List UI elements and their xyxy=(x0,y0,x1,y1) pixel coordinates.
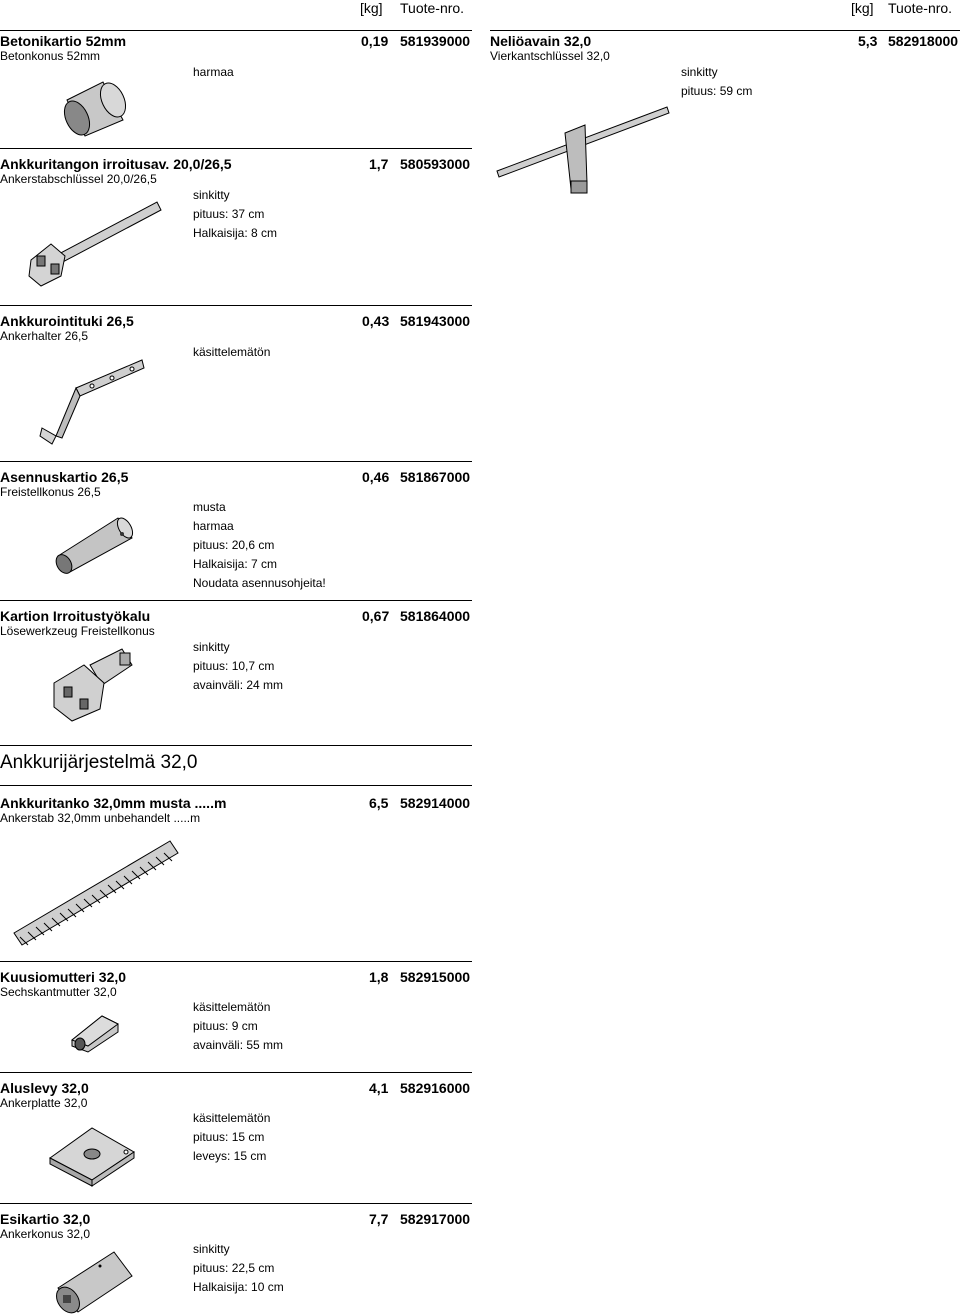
anchor-holder-illustration xyxy=(38,358,148,446)
divider xyxy=(0,461,472,462)
note-line: harmaa xyxy=(193,65,234,79)
product-weight: 4,1 xyxy=(369,1080,389,1096)
cone-release-tool-illustration xyxy=(50,643,140,723)
anchor-rod-illustration xyxy=(10,835,180,950)
product-part-number: 582916000 xyxy=(400,1080,471,1096)
product-title: Ankkuritanko 32,0mm musta .....m xyxy=(0,795,227,811)
product-part-number: 581867000 xyxy=(400,469,471,485)
anchor-plate-illustration xyxy=(48,1122,138,1187)
weight-header-left: [kg] xyxy=(360,0,383,16)
product-part-number: 582918000 xyxy=(888,33,959,49)
note-line: käsittelemätön xyxy=(193,345,271,359)
product-weight: 0,43 xyxy=(362,313,390,329)
product-subtitle: Sechskantmutter 32,0 xyxy=(0,985,117,999)
product-subtitle: Betonkonus 52mm xyxy=(0,49,101,63)
note-line: sinkitty xyxy=(681,65,718,79)
product-weight: 5,3 xyxy=(858,33,878,49)
divider xyxy=(0,148,472,149)
product-subtitle: Ankerkonus 32,0 xyxy=(0,1227,91,1241)
product-notes xyxy=(193,63,234,82)
section-title: Ankkurijärjestelmä 32,0 xyxy=(0,752,198,773)
divider xyxy=(0,600,472,601)
product-subtitle: Ankerstabschlüssel 20,0/26,5 xyxy=(0,172,157,186)
product-part-number: 582917000 xyxy=(400,1211,471,1227)
installation-cone-illustration xyxy=(52,512,137,577)
product-subtitle: Lösewerkzeug Freistellkonus xyxy=(0,624,155,638)
product-part-number: 581939000 xyxy=(400,33,471,49)
divider xyxy=(490,30,960,31)
product-notes xyxy=(193,186,277,243)
divider xyxy=(0,1072,472,1073)
product-subtitle: Ankerstab 32,0mm unbehandelt .....m xyxy=(0,811,201,825)
product-title: Esikartio 32,0 xyxy=(0,1211,91,1227)
note-line: pituus: 37 cm xyxy=(193,207,265,221)
product-notes xyxy=(193,343,270,362)
note-line: käsittelemätön xyxy=(193,1111,271,1125)
note-line: pituus: 20,6 cm xyxy=(193,538,275,552)
product-weight: 1,8 xyxy=(369,969,389,985)
product-notes xyxy=(193,638,283,695)
note-line: Halkaisija: 8 cm xyxy=(193,226,278,240)
note-line: sinkitty xyxy=(193,640,230,654)
product-notes xyxy=(193,998,283,1055)
square-wrench-illustration xyxy=(495,105,670,200)
product-subtitle: Ankerplatte 32,0 xyxy=(0,1096,88,1110)
product-part-number: 581943000 xyxy=(400,313,471,329)
note-line: sinkitty xyxy=(193,1242,230,1256)
product-part-number: 582915000 xyxy=(400,969,471,985)
divider xyxy=(0,305,472,306)
part-number-header-left: Tuote-nro. xyxy=(400,0,465,16)
product-part-number: 581864000 xyxy=(400,608,471,624)
note-line: leveys: 15 cm xyxy=(193,1149,267,1163)
product-weight: 1,7 xyxy=(369,156,389,172)
product-notes xyxy=(193,1109,270,1166)
note-line: avainväli: 55 mm xyxy=(193,1038,284,1052)
pre-cone-illustration xyxy=(52,1248,137,1314)
hex-nut-illustration xyxy=(68,1010,123,1055)
product-title: Betonikartio 52mm xyxy=(0,33,127,49)
product-title: Aluslevy 32,0 xyxy=(0,1080,89,1096)
divider xyxy=(0,1203,472,1204)
product-notes xyxy=(193,498,326,593)
note-line: käsittelemätön xyxy=(193,1000,271,1014)
product-title: Kuusiomutteri 32,0 xyxy=(0,969,127,985)
divider xyxy=(0,30,472,31)
note-line: pituus: 10,7 cm xyxy=(193,659,275,673)
note-line: harmaa xyxy=(193,519,234,533)
product-title: Neliöavain 32,0 xyxy=(490,33,592,49)
product-notes xyxy=(681,63,752,101)
product-notes xyxy=(193,1240,284,1297)
anchor-bar-key-illustration xyxy=(25,198,165,293)
product-title: Kartion Irroitustyökalu xyxy=(0,608,151,624)
product-weight: 6,5 xyxy=(369,795,389,811)
note-line: avainväli: 24 mm xyxy=(193,678,284,692)
note-line: sinkitty xyxy=(193,188,230,202)
note-line: Halkaisija: 10 cm xyxy=(193,1280,284,1294)
product-title: Ankkuritangon irroitusav. 20,0/26,5 xyxy=(0,156,232,172)
divider xyxy=(0,961,472,962)
part-number-header-right: Tuote-nro. xyxy=(888,0,953,16)
product-weight: 7,7 xyxy=(369,1211,389,1227)
product-weight: 0,46 xyxy=(362,469,390,485)
note-line: pituus: 15 cm xyxy=(193,1130,265,1144)
concrete-cone-illustration xyxy=(55,72,135,142)
weight-header-right: [kg] xyxy=(851,0,874,16)
product-subtitle: Freistellkonus 26,5 xyxy=(0,485,101,499)
product-weight: 0,19 xyxy=(361,33,389,49)
product-title: Asennuskartio 26,5 xyxy=(0,469,129,485)
product-part-number: 580593000 xyxy=(400,156,471,172)
product-subtitle: Vierkantschlüssel 32,0 xyxy=(490,49,610,63)
divider xyxy=(0,785,472,786)
divider xyxy=(0,745,472,746)
note-line: Halkaisija: 7 cm xyxy=(193,557,278,571)
note-line: pituus: 22,5 cm xyxy=(193,1261,275,1275)
note-line: pituus: 59 cm xyxy=(681,84,753,98)
note-line: musta xyxy=(193,500,226,514)
note-line: pituus: 9 cm xyxy=(193,1019,258,1033)
note-line: Noudata asennusohjeita! xyxy=(193,576,326,590)
product-subtitle: Ankerhalter 26,5 xyxy=(0,329,89,343)
product-title: Ankkurointituki 26,5 xyxy=(0,313,134,329)
product-weight: 0,67 xyxy=(362,608,390,624)
product-part-number: 582914000 xyxy=(400,795,471,811)
